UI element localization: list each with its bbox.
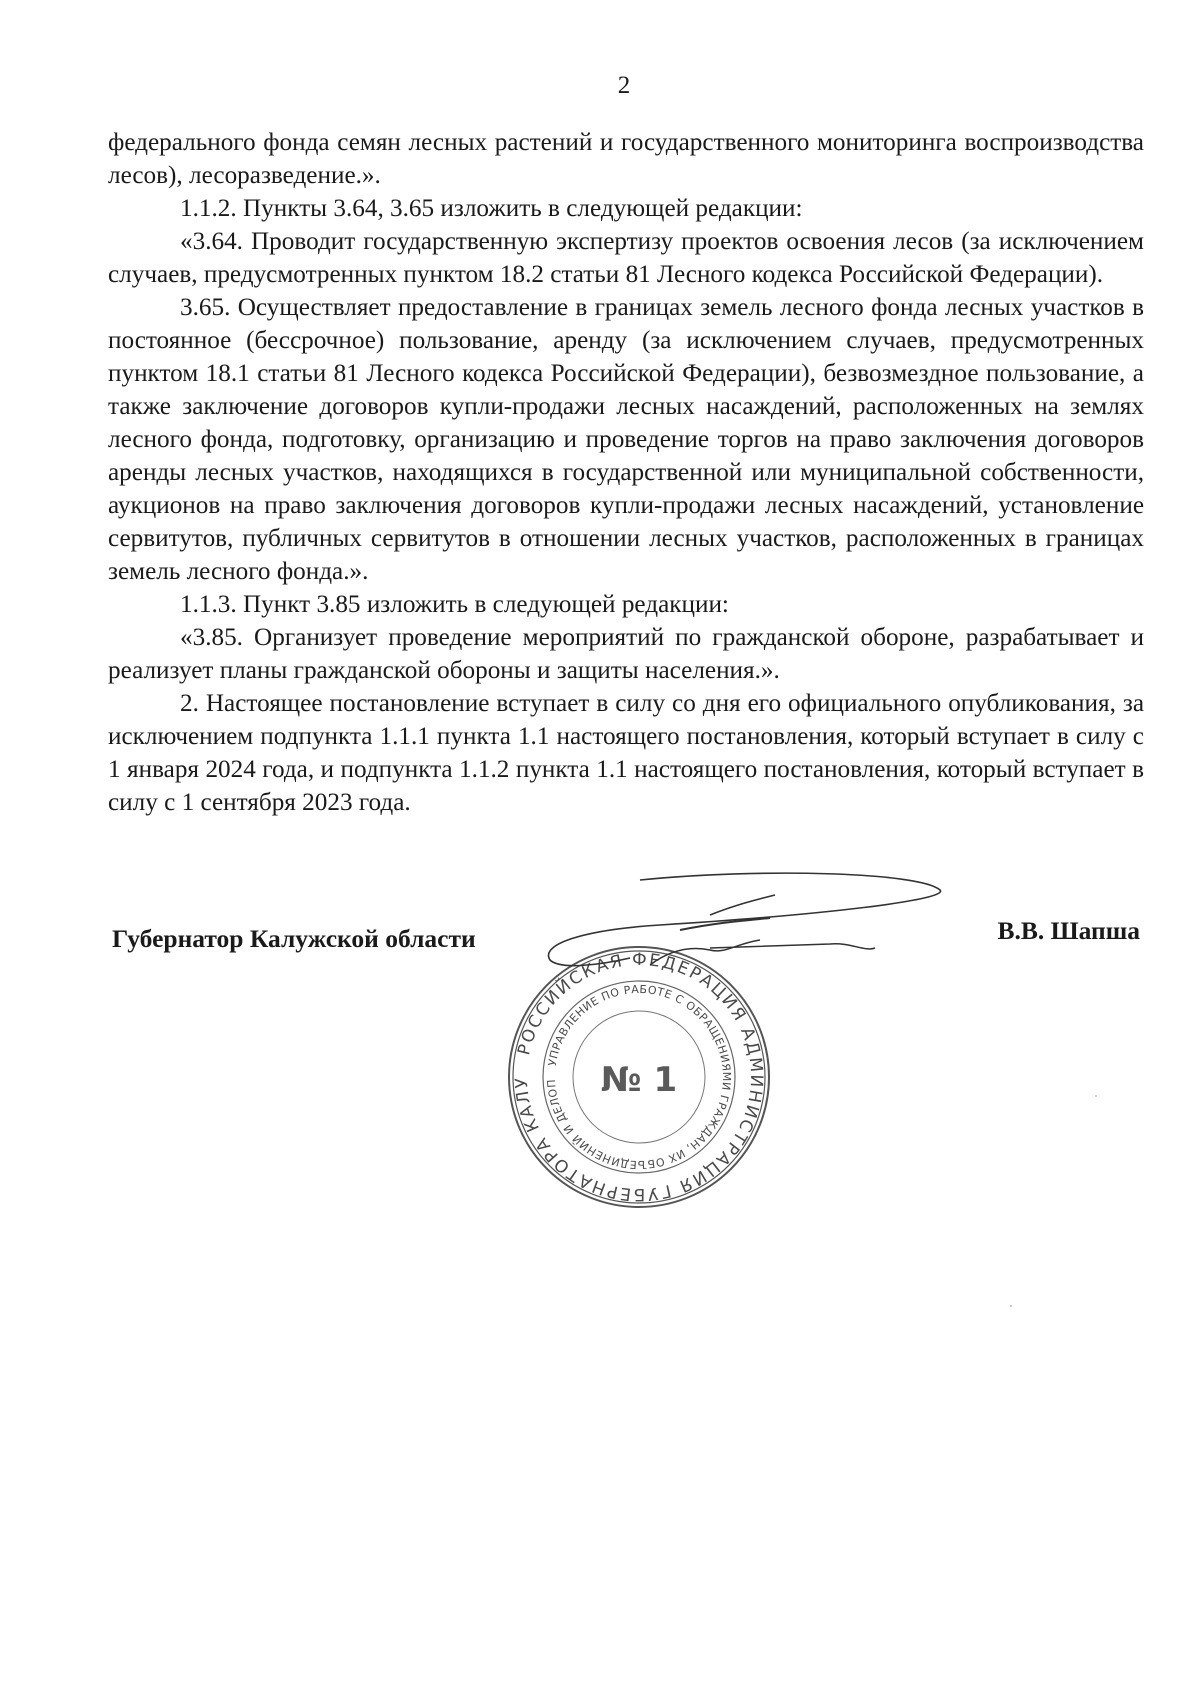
document-body <box>108 126 1144 819</box>
scan-artifact <box>1010 1305 1012 1307</box>
seal-inner-text: УПРАВЛЕНИЕ ПО РАБОТЕ С ОБРАЩЕНИЯМИ ГРАЖДАН, ИХ ОБЪЕДИНЕНИЙ И ДЕЛОП <box>544 982 734 1172</box>
signatory-position: Губернатор Калужской области <box>112 924 476 953</box>
page-number: 2 <box>617 72 631 99</box>
paragraph: 1.1.3. Пункт 3.85 изложить в следующей редакции: <box>180 591 729 618</box>
paragraph: 2. Настоящее постановление вступает в силу со дня его официального опубликования, за исключением подпункта 1.1.1 пункта 1.1 настоящего постановления, который вступает в силу с 1 января 2024 года, и подпункта 1.1.2 пункта 1.1 настоящего постановления, который вступает в силу с 1 сентября 2023 года. <box>108 690 1144 816</box>
seal-outer-text: РОССИЙСКАЯ ФЕДЕРАЦИЯ АДМИНИСТРАЦИЯ ГУБЕРНАТОРА КАЛУ <box>511 949 767 1205</box>
handwritten-signature <box>520 870 960 1020</box>
paragraph: «3.85. Организует проведение мероприятий по гражданской обороне, разрабатывает и реализует планы гражданской обороны и защиты населения.». <box>108 624 1144 684</box>
seal-center-text: № 1 <box>600 1060 678 1100</box>
signatory-name: В.В. Шапша <box>997 916 1140 945</box>
paragraph: 3.65. Осуществляет предоставление в границах земель лесного фонда лесных участков в постоянное (бессрочное) пользование, аренду (за исключением случаев, предусмотренных пунктом 18.1 статьи 81 Лесного кодекса Российской Федерации), безвозмездное пользование, а также заключение договоров купли-продажи лесных насаждений, расположенных на землях лесного фонда, подготовку, организацию и проведение торгов на право заключения договоров аренды лесных участков, находящихся в государственной или муниципальной собственности, аукционов на право заключения договоров купли-продажи лесных насаждений, установление сервитутов, публичных сервитутов в отношении лесных участков, расположенных в границах земель лесного фонда.». <box>108 294 1144 585</box>
scan-artifact <box>1095 1095 1097 1097</box>
paragraph: 1.1.2. Пункты 3.64, 3.65 изложить в следующей редакции: <box>180 195 803 222</box>
paragraph: федерального фонда семян лесных растений и государственного мониторинга воспроизводства лесов), лесоразведение.». <box>108 129 1144 189</box>
paragraph: «3.64. Проводит государственную экспертизу проектов освоения лесов (за исключением случаев, предусмотренных пунктом 18.2 статьи 81 Лесного кодекса Российской Федерации). <box>108 228 1144 288</box>
